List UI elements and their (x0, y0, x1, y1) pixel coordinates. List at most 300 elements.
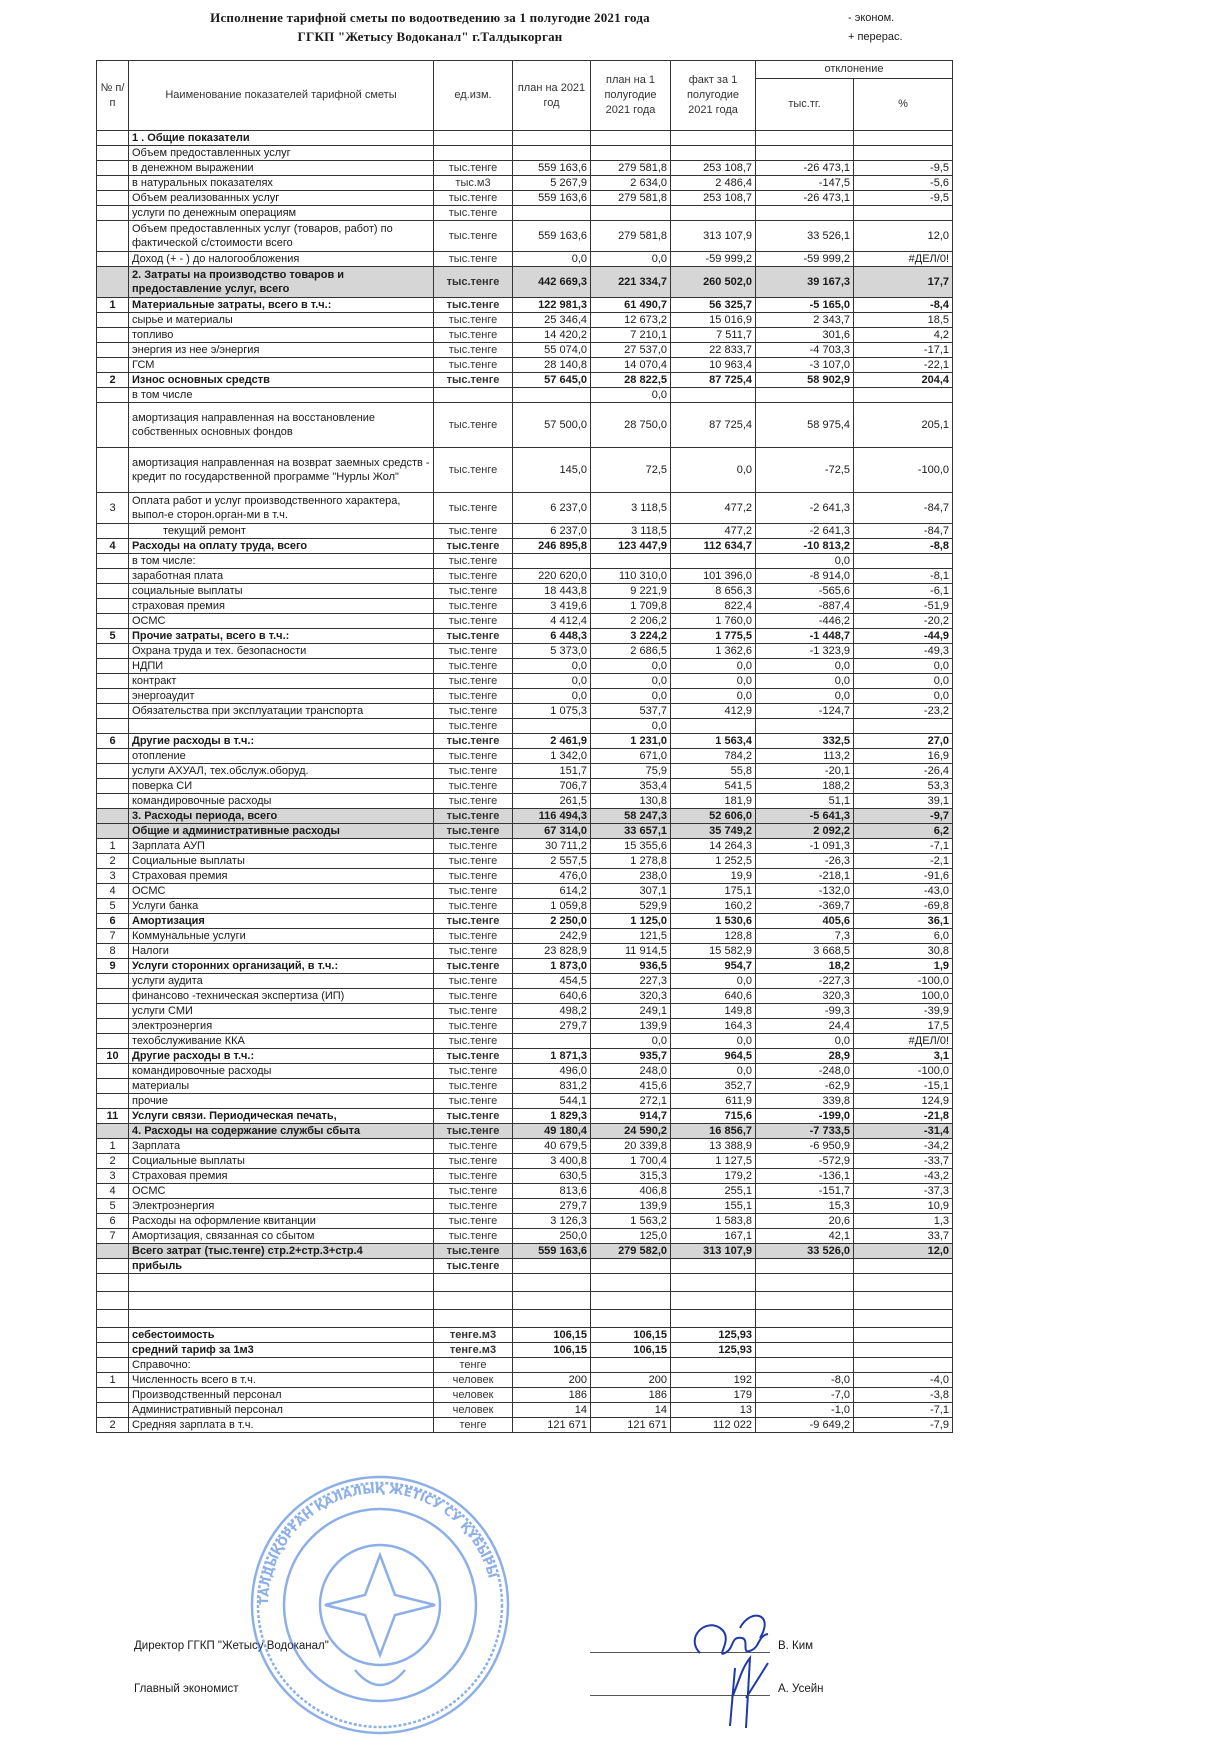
cell-plan-half (591, 554, 671, 569)
cell-name: себестоимость (129, 1328, 434, 1343)
cell-deviation-abs: 0,0 (756, 689, 854, 704)
cell-no (97, 1244, 129, 1259)
cell-deviation-abs: -572,9 (756, 1154, 854, 1169)
cell-name: прибыль (129, 1259, 434, 1274)
table-row (97, 539, 953, 554)
cell-no (97, 779, 129, 794)
table-row (97, 779, 953, 794)
cell-plan-half: 0,0 (591, 388, 671, 403)
cell-name: Услуги банка (129, 899, 434, 914)
cell-unit: тыс.тенге (434, 373, 513, 388)
cell-no: 1 (97, 298, 129, 313)
cell-deviation-pct: 6,0 (854, 929, 953, 944)
cell-unit: тыс.тенге (434, 161, 513, 176)
cell-fact: 125,93 (671, 1343, 756, 1358)
cell-fact: 477,2 (671, 493, 756, 524)
cell-deviation-abs: -5 641,3 (756, 809, 854, 824)
cell-deviation-abs: -7 733,5 (756, 1124, 854, 1139)
cell-plan-half: 14 070,4 (591, 358, 671, 373)
col-header-dev-pct: % (854, 79, 953, 131)
cell-plan-half (591, 1310, 671, 1328)
cell-deviation-pct: -84,7 (854, 493, 953, 524)
cell-unit: тыс.тенге (434, 1154, 513, 1169)
cell-plan-year: 57 645,0 (513, 373, 591, 388)
cell-deviation-abs (756, 131, 854, 146)
cell-deviation-abs (756, 146, 854, 161)
cell-name: отопление (129, 749, 434, 764)
cell-fact: 0,0 (671, 1064, 756, 1079)
cell-unit: тыс.тенге (434, 704, 513, 719)
stamp-emblem-wings (355, 1670, 405, 1685)
cell-plan-half: 227,3 (591, 974, 671, 989)
cell-deviation-abs: 24,4 (756, 1019, 854, 1034)
cell-deviation-abs: 339,8 (756, 1094, 854, 1109)
cell-deviation-pct: 4,2 (854, 328, 953, 343)
cell-fact: 0,0 (671, 1034, 756, 1049)
cell-deviation-pct: 39,1 (854, 794, 953, 809)
cell-deviation-pct: -69,8 (854, 899, 953, 914)
cell-no (97, 1403, 129, 1418)
table-row (97, 161, 953, 176)
cell-name: Средняя зарплата в т.ч. (129, 1418, 434, 1433)
cell-deviation-abs (756, 206, 854, 221)
cell-fact: -59 999,2 (671, 252, 756, 267)
cell-fact: 0,0 (671, 689, 756, 704)
cell-name: социальные выплаты (129, 584, 434, 599)
cell-deviation-pct: -31,4 (854, 1124, 953, 1139)
cell-deviation-pct: -39,9 (854, 1004, 953, 1019)
cell-unit: тыс.тенге (434, 974, 513, 989)
cell-plan-half: 238,0 (591, 869, 671, 884)
economist-name: А. Усейн (778, 1683, 824, 1695)
cell-plan-half: 14 (591, 1403, 671, 1418)
cell-fact: 179,2 (671, 1169, 756, 1184)
table-row (97, 206, 953, 221)
cell-fact (671, 1358, 756, 1373)
cell-no (97, 599, 129, 614)
cell-fact: 0,0 (671, 448, 756, 493)
cell-deviation-abs: -20,1 (756, 764, 854, 779)
cell-fact: 0,0 (671, 974, 756, 989)
col-header-plan-half: план на 1 полугодие 2021 года (591, 61, 671, 131)
cell-deviation-pct: -37,3 (854, 1184, 953, 1199)
cell-unit: тыс.тенге (434, 779, 513, 794)
cell-deviation-abs: -99,3 (756, 1004, 854, 1019)
cell-deviation-abs: -6 950,9 (756, 1139, 854, 1154)
cell-fact: 10 963,4 (671, 358, 756, 373)
cell-deviation-pct: 30,8 (854, 944, 953, 959)
cell-plan-year (513, 1259, 591, 1274)
table-row (97, 1199, 953, 1214)
cell-fact: 1 775,5 (671, 629, 756, 644)
cell-fact: 52 606,0 (671, 809, 756, 824)
cell-no (97, 584, 129, 599)
cell-name: страховая премия (129, 599, 434, 614)
cell-name: услуги СМИ (129, 1004, 434, 1019)
cell-plan-year: 279,7 (513, 1019, 591, 1034)
cell-deviation-pct: -3,8 (854, 1388, 953, 1403)
cell-plan-year (513, 1034, 591, 1049)
cell-fact: 954,7 (671, 959, 756, 974)
cell-name: Прочие затраты, всего в т.ч.: (129, 629, 434, 644)
cell-plan-half: 315,3 (591, 1169, 671, 1184)
cell-fact: 541,5 (671, 779, 756, 794)
director-signature (695, 1616, 768, 1654)
cell-plan-half: 7 210,1 (591, 328, 671, 343)
cell-plan-half: 0,0 (591, 659, 671, 674)
cell-plan-year: 5 373,0 (513, 644, 591, 659)
cell-unit: тыс.тенге (434, 1034, 513, 1049)
cell-fact (671, 1310, 756, 1328)
cell-deviation-abs (756, 1310, 854, 1328)
cell-deviation-pct: -34,2 (854, 1139, 953, 1154)
cell-deviation-pct: -23,2 (854, 704, 953, 719)
cell-deviation-pct: 0,0 (854, 659, 953, 674)
cell-name: Услуги сторонних организаций, в т.ч.: (129, 959, 434, 974)
table-row (97, 644, 953, 659)
cell-no: 6 (97, 1214, 129, 1229)
cell-no: 2 (97, 854, 129, 869)
table-row (97, 794, 953, 809)
cell-plan-year: 476,0 (513, 869, 591, 884)
cell-unit: тыс.тенге (434, 734, 513, 749)
cell-deviation-abs: -26 473,1 (756, 191, 854, 206)
cell-name: услуги АХУАЛ, тех.обслуж.оборуд. (129, 764, 434, 779)
cell-plan-year: 640,6 (513, 989, 591, 1004)
cell-fact: 1 362,6 (671, 644, 756, 659)
cell-deviation-abs: 58 975,4 (756, 403, 854, 448)
director-signature-line (590, 1652, 770, 1653)
cell-no (97, 1310, 129, 1328)
table-row (97, 176, 953, 191)
cell-no (97, 1358, 129, 1373)
cell-plan-year: 831,2 (513, 1079, 591, 1094)
table-row (97, 1079, 953, 1094)
table-row (97, 1004, 953, 1019)
cell-deviation-pct: -8,4 (854, 298, 953, 313)
cell-no (97, 764, 129, 779)
legend-economy: - эконом. (848, 12, 895, 24)
cell-deviation-abs: -2 641,3 (756, 524, 854, 539)
cell-unit: человек (434, 1388, 513, 1403)
cell-deviation-abs: 188,2 (756, 779, 854, 794)
cell-deviation-pct: #ДЕЛ/0! (854, 252, 953, 267)
cell-plan-half: 15 355,6 (591, 839, 671, 854)
cell-no: 9 (97, 959, 129, 974)
cell-unit: тыс.тенге (434, 403, 513, 448)
cell-deviation-abs: 20,6 (756, 1214, 854, 1229)
cell-deviation-abs (756, 1259, 854, 1274)
cell-fact: 55,8 (671, 764, 756, 779)
cell-plan-half: 0,0 (591, 719, 671, 734)
cell-unit: тенге.м3 (434, 1328, 513, 1343)
cell-name: материалы (129, 1079, 434, 1094)
cell-unit: тыс.тенге (434, 749, 513, 764)
cell-deviation-abs: -1 323,9 (756, 644, 854, 659)
cell-plan-year: 122 981,3 (513, 298, 591, 313)
cell-plan-year: 1 059,8 (513, 899, 591, 914)
cell-no (97, 974, 129, 989)
cell-name: Электроэнергия (129, 1199, 434, 1214)
cell-deviation-abs: -62,9 (756, 1079, 854, 1094)
cell-deviation-pct (854, 719, 953, 734)
cell-deviation-abs: 113,2 (756, 749, 854, 764)
cell-no (97, 1292, 129, 1310)
cell-fact: 2 486,4 (671, 176, 756, 191)
cell-deviation-pct: -7,1 (854, 1403, 953, 1418)
table-row (97, 1049, 953, 1064)
cell-plan-year: 0,0 (513, 659, 591, 674)
cell-plan-half: 2 206,2 (591, 614, 671, 629)
cell-unit (434, 1274, 513, 1292)
cell-fact: 192 (671, 1373, 756, 1388)
cell-unit: тыс.тенге (434, 493, 513, 524)
table-row (97, 869, 953, 884)
cell-no (97, 524, 129, 539)
cell-name: в том числе: (129, 554, 434, 569)
cell-name: в том числе (129, 388, 434, 403)
cell-deviation-abs: -248,0 (756, 1064, 854, 1079)
cell-plan-year: 559 163,6 (513, 221, 591, 252)
table-row (97, 1094, 953, 1109)
cell-plan-half: 121 671 (591, 1418, 671, 1433)
cell-plan-half: 121,5 (591, 929, 671, 944)
cell-unit: тыс.тенге (434, 764, 513, 779)
table-row (97, 1373, 953, 1388)
cell-no (97, 191, 129, 206)
cell-no (97, 1259, 129, 1274)
cell-deviation-pct: -33,7 (854, 1154, 953, 1169)
cell-no: 5 (97, 1199, 129, 1214)
cell-plan-half: 3 224,2 (591, 629, 671, 644)
cell-fact (671, 719, 756, 734)
cell-plan-half: 279 581,8 (591, 191, 671, 206)
cell-fact: 313 107,9 (671, 221, 756, 252)
cell-unit: тыс.тенге (434, 914, 513, 929)
cell-plan-year: 242,9 (513, 929, 591, 944)
cell-deviation-pct: -43,0 (854, 884, 953, 899)
cell-fact: 1 252,5 (671, 854, 756, 869)
cell-no (97, 388, 129, 403)
cell-unit: тыс.тенге (434, 959, 513, 974)
table-row (97, 704, 953, 719)
cell-plan-year: 442 669,3 (513, 267, 591, 298)
cell-plan-half: 415,6 (591, 1079, 671, 1094)
cell-plan-half: 671,0 (591, 749, 671, 764)
legend-overspend: + перерас. (848, 31, 903, 43)
cell-name: энергия из нее э/энергия (129, 343, 434, 358)
cell-deviation-abs: -4 703,3 (756, 343, 854, 358)
cell-deviation-pct: -20,2 (854, 614, 953, 629)
cell-fact: 179 (671, 1388, 756, 1403)
cell-deviation-pct: -100,0 (854, 448, 953, 493)
cell-plan-half: 9 221,9 (591, 584, 671, 599)
cell-fact (671, 146, 756, 161)
cell-fact: 164,3 (671, 1019, 756, 1034)
cell-deviation-abs: 58 902,9 (756, 373, 854, 388)
cell-name: амортизация направленная на возврат заемных средств - кредит по государственной программе "Нурлы Жол" (129, 448, 434, 493)
cell-fact: 8 656,3 (671, 584, 756, 599)
cell-no (97, 403, 129, 448)
cell-plan-year (513, 388, 591, 403)
cell-deviation-pct (854, 131, 953, 146)
cell-name: 2. Затраты на производство товаров и предоставление услуг, всего (129, 267, 434, 298)
cell-deviation-pct: 12,0 (854, 1244, 953, 1259)
cell-fact: 822,4 (671, 599, 756, 614)
table-row (97, 764, 953, 779)
cell-fact: 412,9 (671, 704, 756, 719)
cell-name: ОСМС (129, 884, 434, 899)
cell-plan-year: 2 250,0 (513, 914, 591, 929)
cell-unit: тыс.тенге (434, 221, 513, 252)
cell-deviation-abs: -7,0 (756, 1388, 854, 1403)
cell-plan-year: 6 448,3 (513, 629, 591, 644)
cell-no (97, 644, 129, 659)
cell-fact: 784,2 (671, 749, 756, 764)
cell-deviation-abs: 405,6 (756, 914, 854, 929)
cell-plan-half: 320,3 (591, 989, 671, 1004)
cell-plan-half: 28 750,0 (591, 403, 671, 448)
table-row (97, 267, 953, 298)
col-header-plan-year: план на 2021 год (513, 61, 591, 131)
table-row (97, 824, 953, 839)
cell-no (97, 252, 129, 267)
cell-plan-year (513, 206, 591, 221)
cell-no: 4 (97, 1184, 129, 1199)
cell-unit: тыс.тенге (434, 1019, 513, 1034)
cell-fact: 640,6 (671, 989, 756, 1004)
cell-name: Другие расходы в т.ч.: (129, 1049, 434, 1064)
cell-plan-half: 279 581,8 (591, 221, 671, 252)
cell-unit: тыс.тенге (434, 328, 513, 343)
cell-plan-half: 279 582,0 (591, 1244, 671, 1259)
cell-unit: тыс.тенге (434, 1109, 513, 1124)
table-row (97, 1388, 953, 1403)
cell-deviation-abs: -9 649,2 (756, 1418, 854, 1433)
cell-name: ОСМС (129, 1184, 434, 1199)
cell-unit: тыс.тенге (434, 1124, 513, 1139)
stamp-outer-ring (252, 1477, 508, 1733)
cell-plan-year: 559 163,6 (513, 191, 591, 206)
table-row (97, 719, 953, 734)
col-header-unit: ед.изм. (434, 61, 513, 131)
cell-fact: 181,9 (671, 794, 756, 809)
cell-name: топливо (129, 328, 434, 343)
cell-deviation-abs: -369,7 (756, 899, 854, 914)
cell-name: Общие и административные расходы (129, 824, 434, 839)
cell-deviation-abs: 0,0 (756, 659, 854, 674)
cell-plan-half: 123 447,9 (591, 539, 671, 554)
cell-unit (434, 1310, 513, 1328)
table-row (97, 1328, 953, 1343)
cell-name: Производственный персонал (129, 1388, 434, 1403)
table-row (97, 328, 953, 343)
cell-unit: тенге (434, 1358, 513, 1373)
table-row (97, 1244, 953, 1259)
cell-deviation-pct (854, 1328, 953, 1343)
cell-unit: тыс.тенге (434, 794, 513, 809)
cell-no (97, 674, 129, 689)
cell-plan-half: 28 822,5 (591, 373, 671, 388)
cell-plan-year: 544,1 (513, 1094, 591, 1109)
cell-fact: 255,1 (671, 1184, 756, 1199)
cell-no: 4 (97, 539, 129, 554)
cell-name: финансово -техническая экспертиза (ИП) (129, 989, 434, 1004)
cell-deviation-abs: -26 473,1 (756, 161, 854, 176)
cell-no (97, 1064, 129, 1079)
cell-name: Расходы на оформление квитанции (129, 1214, 434, 1229)
cell-no: 3 (97, 1169, 129, 1184)
table-row (97, 524, 953, 539)
cell-deviation-pct: -22,1 (854, 358, 953, 373)
col-header-name: Наименование показателей тарифной сметы (129, 61, 434, 131)
cell-plan-half: 221 334,7 (591, 267, 671, 298)
cell-deviation-abs: 3 668,5 (756, 944, 854, 959)
cell-deviation-pct (854, 1259, 953, 1274)
cell-fact: 15 582,9 (671, 944, 756, 959)
cell-fact: 477,2 (671, 524, 756, 539)
cell-deviation-pct: 204,4 (854, 373, 953, 388)
table-row (97, 899, 953, 914)
cell-name (129, 1292, 434, 1310)
cell-deviation-pct: 205,1 (854, 403, 953, 448)
table-row (97, 1292, 953, 1310)
cell-unit: тыс.м3 (434, 176, 513, 191)
cell-plan-half: 61 490,7 (591, 298, 671, 313)
table-row (97, 1124, 953, 1139)
cell-fact: 19,9 (671, 869, 756, 884)
cell-unit: тыс.тенге (434, 944, 513, 959)
cell-plan-year: 40 679,5 (513, 1139, 591, 1154)
cell-unit: тыс.тенге (434, 252, 513, 267)
cell-plan-half: 27 537,0 (591, 343, 671, 358)
cell-plan-year (513, 719, 591, 734)
cell-no (97, 719, 129, 734)
cell-deviation-pct: -4,0 (854, 1373, 953, 1388)
cell-unit: тыс.тенге (434, 989, 513, 1004)
table-body (97, 131, 953, 1433)
table-row (97, 1169, 953, 1184)
cell-plan-half: 0,0 (591, 674, 671, 689)
cell-name: Коммунальные услуги (129, 929, 434, 944)
stamp-text: ТАЛДЫҚОРҒАН ҚАЛАЛЫҚ ЖЕТІСУ СУ ҚҰБЫРЫ (256, 1481, 500, 1606)
cell-plan-year (513, 1292, 591, 1310)
cell-no (97, 569, 129, 584)
cell-unit: тыс.тенге (434, 899, 513, 914)
cell-deviation-pct (854, 388, 953, 403)
cell-plan-year: 23 828,9 (513, 944, 591, 959)
cell-fact: 160,2 (671, 899, 756, 914)
cell-deviation-pct: 17,7 (854, 267, 953, 298)
table-row (97, 388, 953, 403)
cell-plan-year (513, 131, 591, 146)
cell-unit: тыс.тенге (434, 1169, 513, 1184)
cell-deviation-abs: -132,0 (756, 884, 854, 899)
cell-plan-half: 935,7 (591, 1049, 671, 1064)
cell-plan-year: 14 420,2 (513, 328, 591, 343)
cell-no: 5 (97, 629, 129, 644)
cell-no (97, 448, 129, 493)
cell-deviation-abs (756, 1358, 854, 1373)
table-row (97, 358, 953, 373)
cell-unit: тыс.тенге (434, 659, 513, 674)
cell-unit: тыс.тенге (434, 614, 513, 629)
economist-signature-line (590, 1695, 770, 1696)
cell-unit: тыс.тенге (434, 206, 513, 221)
cell-unit: тыс.тенге (434, 809, 513, 824)
cell-plan-half (591, 146, 671, 161)
cell-deviation-abs: 33 526,0 (756, 1244, 854, 1259)
